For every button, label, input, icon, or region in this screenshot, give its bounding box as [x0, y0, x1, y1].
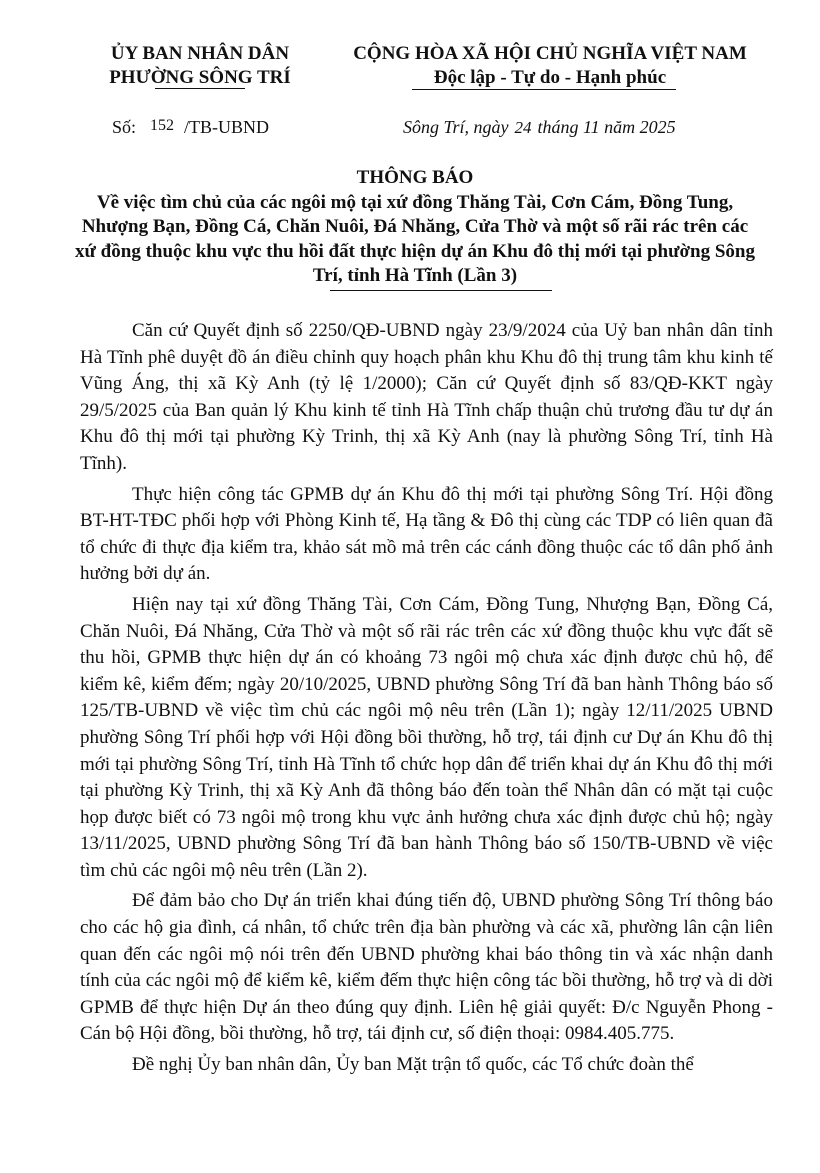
notice-body	[80, 318, 773, 1083]
paragraph-current-status: Hiện nay tại xứ đồng Thăng Tài, Cơn Cám, Đồng Tung, Nhượng Bạn, Đồng Cá, Chăn Nuôi, Đá Nhăng, Cửa Thờ và một số rãi rác trên các xứ đồng thuộc khu vực đất sẽ thu hồi, GPMB thực hiện dự án có khoảng 73 ngôi mộ chưa xác định được chủ hộ, để kiểm kê, kiểm đếm; ngày 20/10/2025, UBND phường Sông Trí đã ban hành Thông báo số 125/TB-UBND về việc tìm chủ các ngôi mộ nêu trên (Lần 1); ngày 12/11/2025 UBND phường Sông Trí phối hợp với Hội đồng bồi thường, hỗ trợ, tái định cư Dự án Khu đô thị mới tại phường Sông Trí, tỉnh Hà Tĩnh tổ chức họp dân để triển khai dự án Khu đô thị mới tại phường Kỳ Trinh, thị xã Kỳ Anh đã thông báo đến toàn thể Nhân dân có mặt tại cuộc họp được biết có 73 ngôi mộ trong khu vực ảnh hưởng chưa xác định được chủ hộ; ngày 13/11/2025, UBND phường Sông Trí đã ban hành Thông báo số 150/TB-UBND về việc tìm chủ các ngôi mộ nêu trên (Lần 2).	[80, 593, 773, 881]
document-number-value: 152	[150, 117, 175, 134]
place-date-day: 24	[514, 118, 532, 137]
document-number	[112, 117, 269, 138]
motto-line-1: CỘNG HÒA XÃ HỘI CHỦ NGHĨA VIỆT NAM	[353, 43, 747, 64]
motto-line-2: Độc lập - Tự do - Hạnh phúc	[433, 67, 667, 88]
document-number-suffix: /TB-UBND	[184, 117, 270, 137]
notice-title	[70, 166, 760, 289]
authority-underline	[155, 88, 245, 89]
place-date-prefix: Sông Trí, ngày	[403, 117, 509, 137]
document-number-prefix: Số:	[112, 117, 137, 137]
authority-line-2: PHƯỜNG SÔNG TRÍ	[109, 67, 291, 88]
title-underline	[330, 290, 552, 291]
paragraph-legal-basis: Căn cứ Quyết định số 2250/QĐ-UBND ngày 23/9/2024 của Uỷ ban nhân dân tỉnh Hà Tĩnh phê duyệt đồ án điều chỉnh quy hoạch phân khu Khu đô thị trung tâm khu kinh tế Vũng Áng, thị xã Kỳ Anh (tỷ lệ 1/2000); Căn cứ Quyết định số 83/QĐ-KKT ngày 29/5/2025 của Ban quản lý Khu kinh tế tỉnh Hà Tĩnh chấp thuận chủ trương đầu tư dự án Khu đô thị mới tại phường Kỳ Trinh, thị xã Kỳ Anh (nay là phường Sông Trí, tỉnh Hà Tĩnh).	[80, 320, 773, 474]
paragraph-implementation: Thực hiện công tác GPMB dự án Khu đô thị mới tại phường Sông Trí. Hội đồng BT-HT-TĐC phối hợp với Phòng Kinh tế, Hạ tầng & Đô thị cùng các TDP có liên quan đã tổ chức đi thực địa kiểm tra, khảo sát mồ mả trên các cánh đồng thuộc các tổ dân phố ảnh hưởng bởi dự án.	[80, 483, 773, 585]
paragraph-request-contact: Để đảm bảo cho Dự án triển khai đúng tiến độ, UBND phường Sông Trí thông báo cho các hộ gia đình, cá nhân, tổ chức trên địa bàn phường và các xã, phường lân cận liên quan đến các ngôi mộ nói trên đến UBND phường khai báo thông tin và xác nhận danh tính của các ngôi mộ để kiểm kê, kiểm đếm thực hiện công tác bồi thường, hỗ trợ và di dời GPMB để thực hiện Dự án theo đúng quy định. Liên hệ giải quyết: Đ/c Nguyễn Phong - Cán bộ Hội đồng, bồi thường, hỗ trợ, tái định cư, số điện thoại: 0984.405.775.	[80, 890, 773, 1045]
notice-subject: Về việc tìm chủ của các ngôi mộ tại xứ đồng Thăng Tài, Cơn Cám, Đồng Tung, Nhượng Bạn, Đồng Cá, Chăn Nuôi, Đá Nhăng, Cửa Thờ và một số rãi rác trên các xứ đồng thuộc khu vực thu hồi đất thực hiện dự án Khu đô thị mới tại phường Sông Trí, tỉnh Hà Tĩnh (Lần 3)	[75, 191, 755, 286]
motto-underline	[412, 89, 676, 90]
authority-line-1: ỦY BAN NHÂN DÂN	[110, 43, 290, 64]
place-date-month-year: tháng 11 năm 2025	[537, 117, 676, 137]
national-motto	[322, 42, 778, 90]
place-date	[403, 117, 676, 138]
notice-heading: THÔNG BÁO	[356, 167, 474, 188]
issuing-authority	[80, 42, 320, 90]
paragraph-proposal: Đề nghị Ủy ban nhân dân, Ủy ban Mặt trận tổ quốc, các Tổ chức đoàn thể	[132, 1054, 694, 1076]
